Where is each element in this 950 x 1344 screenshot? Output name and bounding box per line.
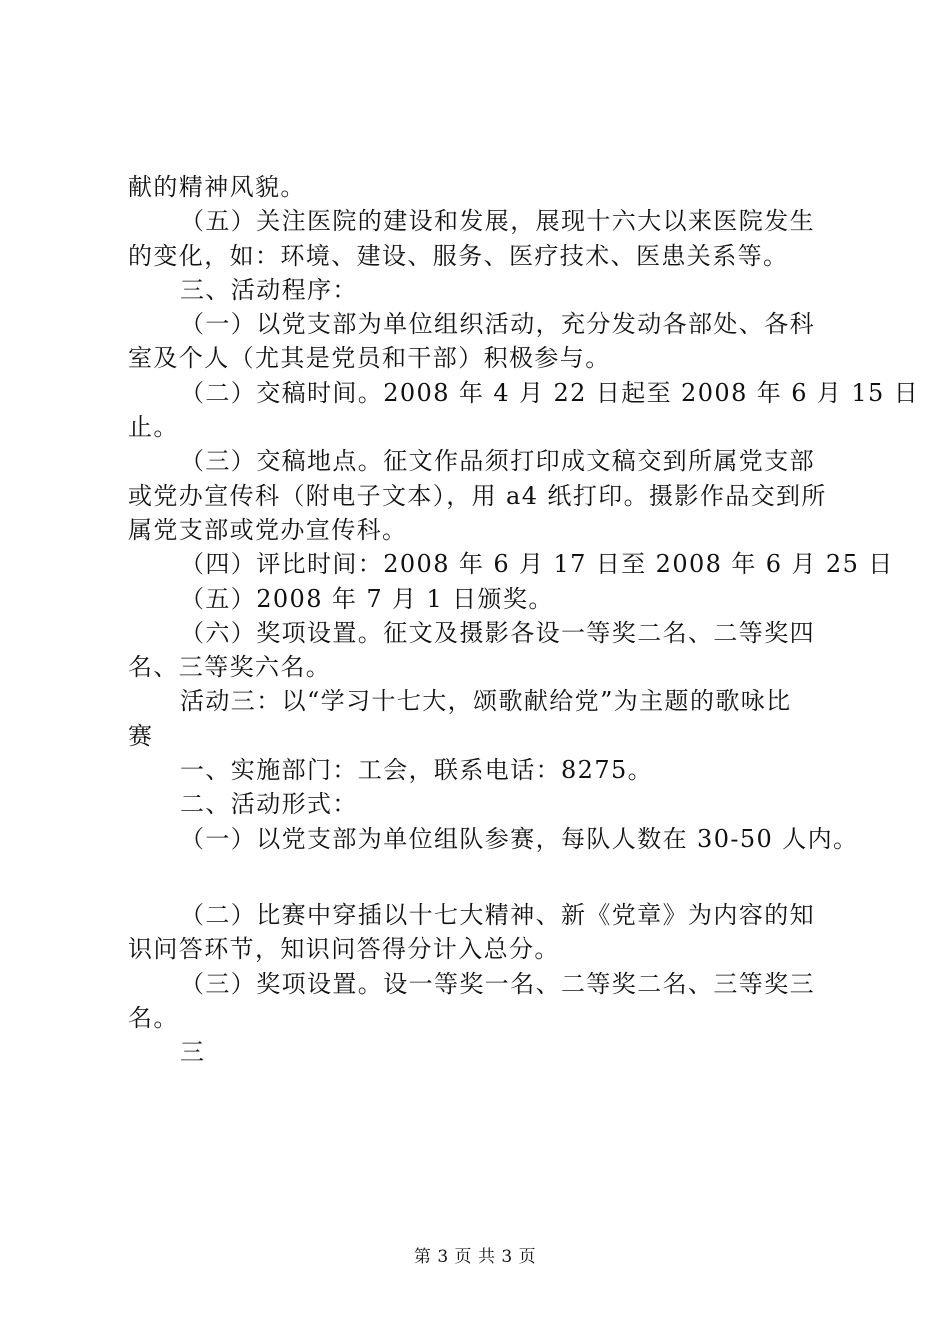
text-line: （四）评比时间：2008 年 6 月 17 日至 2008 年 6 月 25 日 xyxy=(180,550,894,579)
text-line: 赛 xyxy=(128,721,154,750)
text-line: （三）交稿地点。征文作品须打印成文稿交到所属党支部 xyxy=(180,447,815,476)
text-line: 止。 xyxy=(128,413,179,442)
text-line: 室及个人（尤其是党员和干部）积极参与。 xyxy=(128,344,611,373)
text-line: 一、实施部门：工会，联系电话：8275。 xyxy=(180,756,654,785)
text-line: （三）奖项设置。设一等奖一名、二等奖二名、三等奖三 xyxy=(180,969,815,998)
text-line: 属党支部或党办宣传科。 xyxy=(128,515,408,544)
text-line: 献的精神风貌。 xyxy=(128,173,306,201)
text-line: （六）奖项设置。征文及摄影各设一等奖二名、二等奖四 xyxy=(180,618,815,647)
blank-line xyxy=(128,856,840,898)
text-line: 名。 xyxy=(128,1003,179,1032)
section-heading: 活动三：以“学习十七大，颂歌献给党”为主题的歌咏比 xyxy=(180,687,792,716)
text-line: 名、三等奖六名。 xyxy=(128,653,332,682)
document-body xyxy=(128,170,920,1069)
text-line: （一）以党支部为单位组队参赛，每队人数在 30-50 人内。 xyxy=(180,824,859,853)
section-heading: 二、活动形式： xyxy=(180,790,358,819)
section-heading: 三、活动程序： xyxy=(180,275,358,304)
text-line: 或党办宣传科（附电子文本），用 a4 纸打印。摄影作品交到所 xyxy=(128,481,827,510)
text-line: （二）比赛中穿插以十七大精神、新《党章》为内容的知 xyxy=(180,900,815,929)
text-line: （二）交稿时间。2008 年 4 月 22 日起至 2008 年 6 月 15 日 xyxy=(180,378,920,407)
text-line: （五）2008 年 7 月 1 日颁奖。 xyxy=(180,584,554,613)
text-line: 的变化，如：环境、建设、服务、医疗技术、医患关系等。 xyxy=(128,241,789,270)
text-line: （五）关注医院的建设和发展，展现十六大以来医院发生 xyxy=(180,207,815,236)
text-line: （一）以党支部为单位组织活动，充分发动各部处、各科 xyxy=(180,310,815,339)
text-line: 识问答环节，知识问答得分计入总分。 xyxy=(128,935,560,964)
text-line: 三 xyxy=(180,1038,206,1067)
page-number-footer: 第 3 页 共 3 页 xyxy=(413,1247,537,1267)
